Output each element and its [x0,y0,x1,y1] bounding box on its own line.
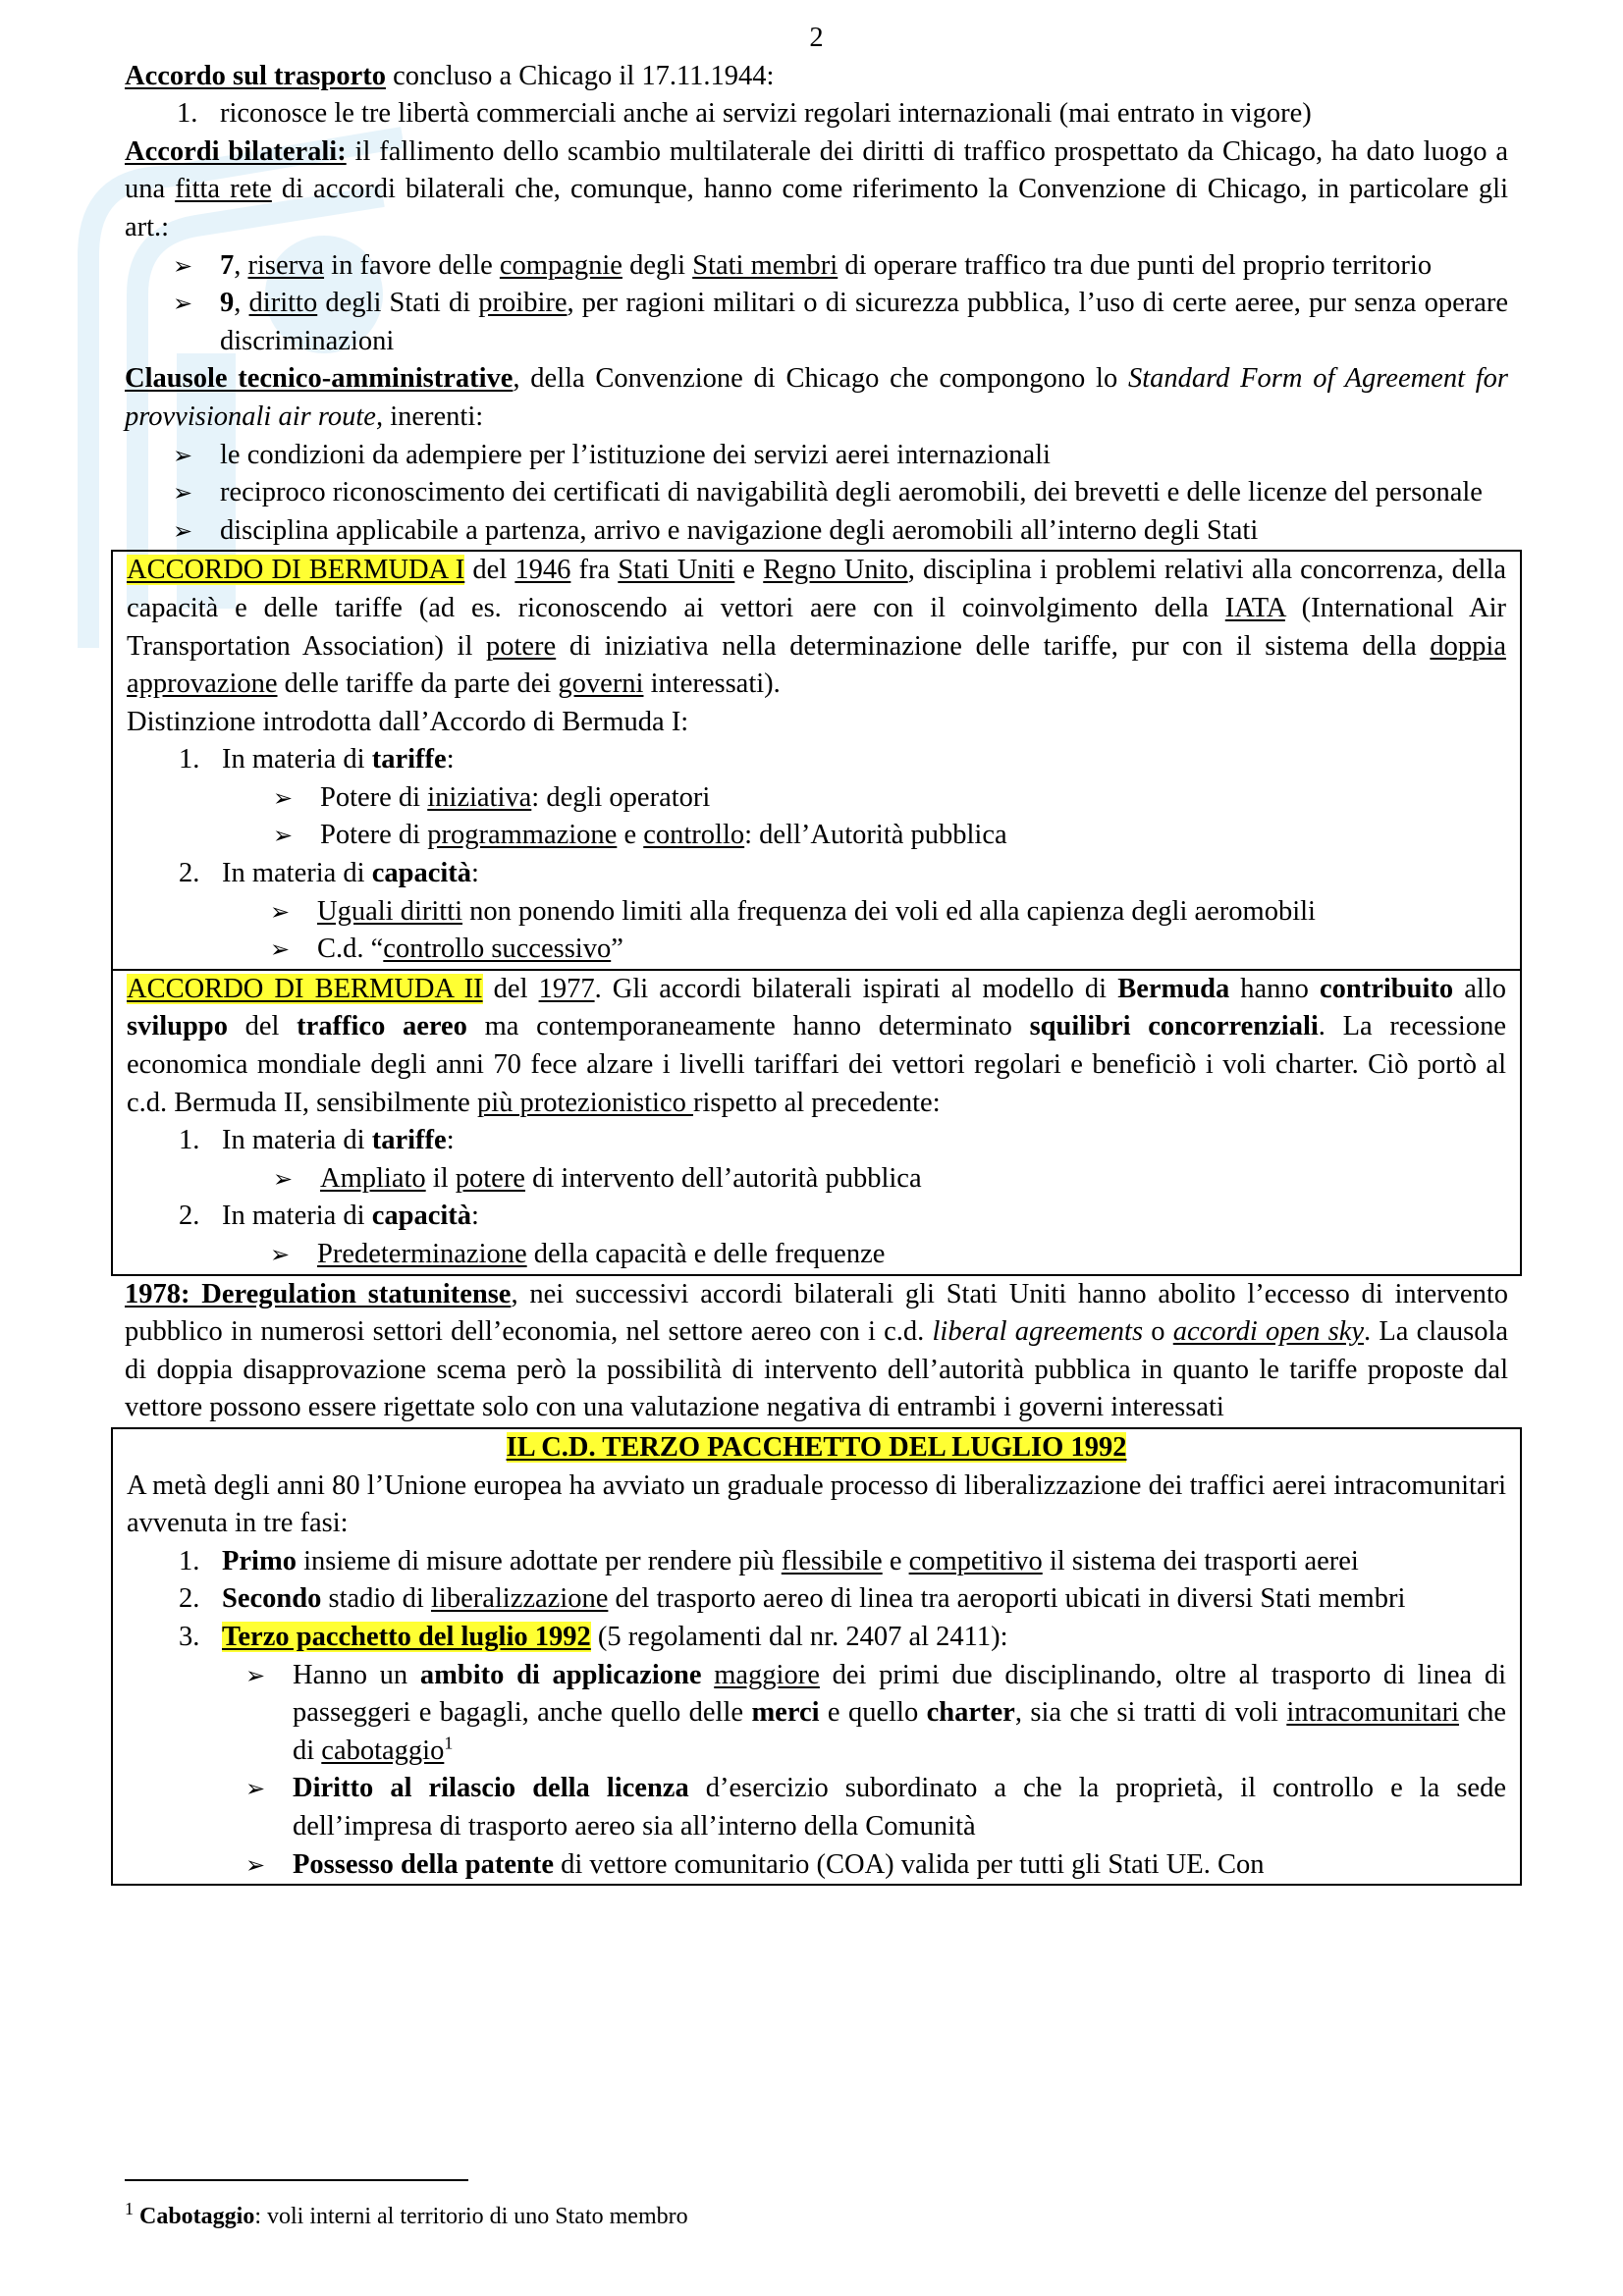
list-item: ➢ disciplina applicabile a partenza, arrivo e navigazione degli aeromobili all’interno degli Stati [220,512,1508,551]
list-item [179,741,1506,855]
text: 1977 [538,973,595,1004]
text: del [482,973,539,1004]
text: degli [622,249,693,281]
text: charter [926,1697,1015,1729]
text: Secondo [222,1583,322,1615]
text: : [471,858,479,889]
paragraph-clausole [125,360,1508,436]
text: rispetto al precedente: [693,1087,941,1118]
text: e quello [819,1697,927,1729]
heading-deregulation: 1978: Deregulation statunitense [125,1278,512,1309]
page-number: 2 [809,23,824,53]
list-item [179,1580,1506,1619]
list-item: ➢ reciproco riconoscimento dei certificati di navigabilità degli aeromobili, dei brevetti e delle licenze del personale [220,474,1508,512]
text: In materia di [222,744,372,775]
text: del [464,555,515,586]
heading-bermuda-2: ACCORDO DI BERMUDA II [127,973,483,1004]
text: liberal agreements [932,1316,1144,1348]
text: liberalizzazione [430,1583,609,1615]
text: del trasporto aereo di linea tra aeroporti ubicati in diversi Stati membri [608,1583,1406,1615]
list-number: 1. [179,744,200,775]
paragraph-intro: A metà degli anni 80 l’Unione europea ha avviato un graduale processo di liberalizzazione dei traffici aerei intracomunitari avvenuta in tre fasi: [127,1469,1506,1539]
list-item [179,1619,1507,1884]
list-number: 1. [179,1545,200,1576]
text: concluso a Chicago il 17.11.1944: [385,60,775,91]
text: (International Air Transportation Association) il [127,592,1506,662]
text: delle tariffe da parte dei [277,668,559,700]
text: non ponendo limiti alla frequenza dei voli ed alla capienza degli aeromobili [462,895,1316,927]
text: flessibile [781,1545,883,1576]
text: . La recessione economica mondiale degli anni 70 fece alzare i livelli tariffari dei vettori regolari e beneficiò i voli charter. Ciò portò al c.d. Bermuda II, sensibilmente [127,1011,1507,1118]
text: e [617,820,644,851]
list-bermuda-1 [127,741,1506,969]
text: e [734,555,764,586]
text: più protezionistico [476,1087,693,1118]
text: il fallimento dello scambio multilaterale dei diritti di traffico prospettato da Chicago, ha dato luogo a una [125,135,1508,205]
list-item [293,1846,1506,1885]
text: . Gli accordi bilaterali ispirati al modello di [594,973,1118,1004]
heading-clausole: Clausole tecnico-amministrative [125,363,514,395]
list-bermuda-2 [127,1122,1506,1273]
box-bermuda-1 [111,550,1522,971]
list-clausole [125,437,1508,551]
sublist [222,893,1506,969]
text: stadio di [321,1583,431,1615]
footnote-number: 1 [125,2199,134,2218]
text: . La clausola di doppia disapprovazione scema però la possibilità di intervento dell’autorità pubblica in quanto le tariffe proposte dal vettore possono essere rigettate solo con una valutazione negativa di entrambi i governi interessati [125,1316,1509,1423]
text: C.d. “ [317,934,384,965]
text: , per ragioni militari o di sicurezza pubblica, l’uso di certe aeree, pur senza operare discriminazioni [220,288,1509,356]
text: fra [570,555,619,586]
text: di operare traffico tra due punti del proprio territorio [838,249,1433,281]
text: il [425,1162,456,1194]
text: potere [485,630,557,662]
list-item [320,1160,1506,1199]
text: ma contemporaneamente hanno determinato [466,1011,1030,1042]
heading-accordo-trasporto: Accordo sul trasporto [125,60,386,91]
text: doppia approvazione [127,630,1506,700]
paragraph-distinzione: Distinzione introdotta dall’Accordo di Bermuda I: [127,706,689,737]
text: di iniziativa nella determinazione delle tariffe, pur con il sistema della [556,630,1431,662]
text: Primo [222,1545,297,1576]
paragraph-accordo-trasporto [125,58,1508,96]
text: IATA [1224,592,1285,623]
list-accordo-trasporto [125,95,1508,133]
footnote [125,2199,688,2231]
text: Stati Uniti [618,555,735,586]
list-number: 2. [179,1201,200,1232]
text: intracomunitari [1286,1697,1460,1729]
text: (5 regolamenti dal nr. 2407 al 2411): [590,1621,1008,1652]
text: 7 [220,249,235,281]
text: maggiore [714,1659,820,1690]
list-item [220,285,1508,360]
text: inerenti: [383,400,484,432]
text: cabotaggio [321,1735,445,1766]
text: di intervento dell’autorità pubblica [524,1162,922,1194]
text: : voli interni al territorio di uno Stato membro [254,2204,688,2229]
list-item [293,1770,1506,1845]
text: , sia che si tratti di voli [1014,1697,1287,1729]
list-item [179,1198,1506,1273]
footnote-ref[interactable]: 1 [444,1733,454,1753]
text: riconosce le tre libertà commerciali anche ai servizi regolari internazionali (mai entrato in vigore) [220,98,1312,130]
text: programmazione [427,820,618,851]
text: Regno Unito [763,555,908,586]
text: : [471,1201,479,1232]
text: Hanno un [293,1659,420,1690]
document-page [125,20,1508,1886]
heading-accordi-bilaterali: Accordi bilaterali: [125,135,347,167]
text: Cabotaggio [139,2204,255,2229]
text: di vettore comunitario (COA) valida per tutti gli Stati UE. Con [554,1848,1265,1880]
text: , nei successivi accordi bilaterali gli Stati Uniti hanno abolito l’eccesso di intervento pubblico in numerosi settori dell’economia, nel settore aereo con i c.d. [125,1278,1508,1348]
list-item [179,855,1506,969]
text: , [234,288,249,319]
text: della capacità e delle frequenze [526,1239,886,1269]
text: fitta rete [175,174,272,205]
text: Ampliato [320,1162,426,1194]
list-number: 1. [179,1125,200,1156]
text: : degli operatori [531,781,711,813]
paragraph-accordi-bilaterali [125,133,1508,247]
list-number: 1. [177,98,198,130]
text: Terzo pacchetto del luglio 1992 [222,1621,591,1652]
text: di accordi bilaterali che, comunque, hanno come riferimento la Convenzione di Chicago, in particolare gli art.: [125,174,1508,242]
box-bermuda-2 [111,971,1522,1276]
text: iniziativa [427,781,532,813]
text: Potere di [320,820,428,851]
text: 1946 [514,555,571,586]
text: contribuito [1320,973,1454,1004]
text: , della Convenzione di Chicago che compongono lo [513,363,1128,395]
text: merci [751,1697,820,1729]
list-number: 2. [179,858,200,889]
sublist [222,1657,1506,1885]
list-item [317,1236,1506,1274]
text: , disciplina i problemi relativi alla concorrenza, della capacità e delle tariffe (ad es. riconoscendo ai vettori aere con il coinvolgimento della [127,555,1507,623]
text: diritto [248,288,318,319]
text: : [446,744,455,775]
text: traffico aereo [297,1011,467,1042]
text: sviluppo [127,1011,228,1042]
text: allo [1453,973,1506,1004]
text: capacità [371,858,472,889]
text: o [1143,1316,1173,1348]
heading-terzo-pacchetto: IL C.D. TERZO PACCHETTO DEL LUGLIO 1992 [506,1431,1127,1463]
heading-terzo-pacchetto-wrap [127,1429,1506,1468]
text: che di [293,1697,1506,1766]
list-item [320,817,1506,855]
text: accordi open sky [1172,1316,1364,1348]
text: del [227,1011,298,1042]
list-item [317,893,1506,932]
text: potere [455,1162,525,1194]
text: Stati membri [692,249,839,281]
text: competitivo [908,1545,1043,1576]
text: Uguali diritti [317,895,463,927]
list-item [177,95,1508,133]
paragraph-bermuda-1 [127,552,1506,703]
text: Bermuda [1117,973,1230,1004]
text: In materia di [222,1201,372,1232]
text: In materia di [222,858,372,889]
text: Possesso della patente [293,1848,554,1880]
text: Potere di [320,781,428,813]
text: , [234,249,248,281]
text: insieme di misure adottate per rendere più [296,1545,782,1576]
text: proibire [478,288,568,319]
text: Diritto al rilascio della licenza [293,1773,689,1804]
list-item [320,779,1506,818]
list-item [179,1543,1506,1581]
text: ” [611,934,623,965]
text: ambito di applicazione [419,1659,702,1690]
list-item: ➢ le condizioni da adempiere per l’istituzione dei servizi aerei internazionali [220,437,1508,475]
text: e [882,1545,909,1576]
sublist [222,1160,1506,1199]
paragraph-bermuda-2 [127,971,1506,1122]
sublist [222,779,1506,855]
text: 9 [220,288,235,319]
paragraph-deregulation [125,1276,1508,1427]
text: squilibri concorrenziali [1029,1011,1319,1042]
text: dei primi due disciplinando, oltre al trasporto di linea di passeggeri e bagagli, anche quello delle [293,1659,1507,1729]
text [702,1660,715,1690]
text: compagnie [499,249,622,281]
text: d’esercizio subordinato a che la proprietà, il controllo e la sede dell’impresa di trasporto aereo sia all’interno della Comunità [293,1773,1506,1842]
sublist [222,1236,1506,1274]
text: : dell’Autorità pubblica [744,820,1007,851]
list-item [179,1122,1506,1198]
text: controllo [643,820,745,851]
text: riserva [247,249,325,281]
text: degli Stati di [317,288,479,319]
footnote-separator [125,2179,468,2181]
text: il sistema dei trasporti aerei [1042,1545,1359,1576]
heading-bermuda-1: ACCORDO DI BERMUDA I [127,555,465,586]
text: : [446,1125,455,1156]
list-fasi [127,1543,1506,1884]
text: Standard Form of Agreement for provvisionali air route, [125,363,1508,432]
list-item [220,247,1508,286]
text: Predeterminazione [317,1239,527,1269]
text: tariffe [371,1125,447,1156]
list-number: 3. [179,1621,200,1652]
list-number: 2. [179,1583,200,1615]
text: hanno [1229,973,1320,1004]
text: in favore delle [324,249,500,281]
text: tariffe [371,744,447,775]
text: interessati). [643,668,781,700]
text: governi [558,668,644,700]
list-item [293,1657,1506,1771]
text: capacità [371,1201,472,1232]
list-item [317,931,1506,969]
list-articoli [125,247,1508,361]
box-terzo-pacchetto [111,1427,1522,1886]
text: In materia di [222,1125,372,1156]
text: controllo successivo [383,934,612,965]
